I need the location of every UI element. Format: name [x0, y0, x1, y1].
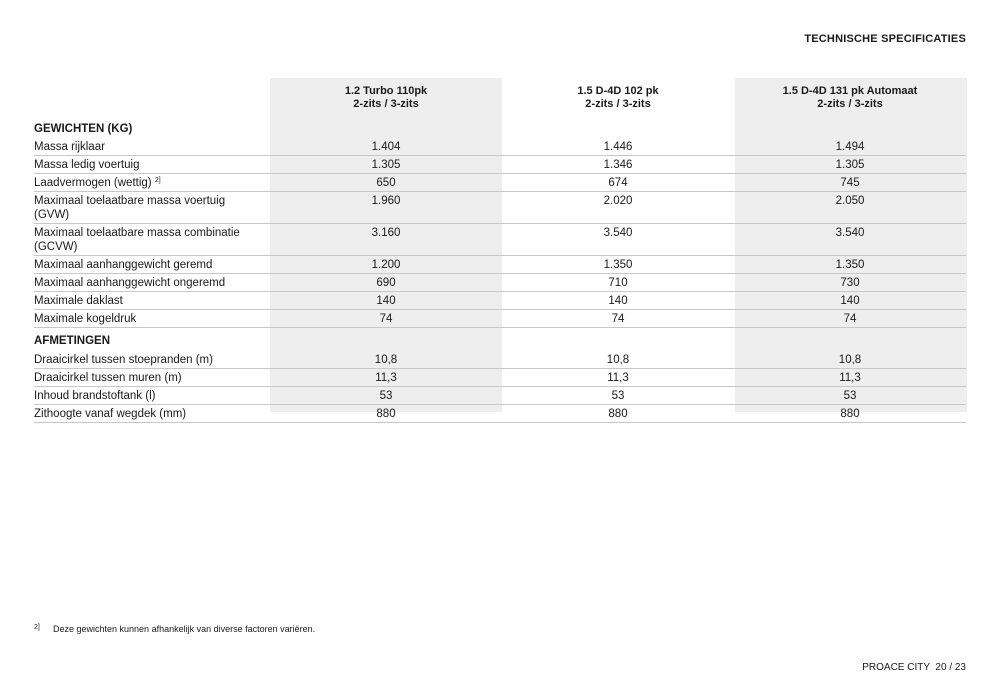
- table-row: [34, 156, 966, 174]
- page-footer: PROACE CITY 20 / 23: [862, 662, 966, 673]
- cell-value: 1.494: [835, 141, 865, 153]
- spec-table: [34, 78, 966, 423]
- column-header: 1.5 D-4D 131 pk Automaat 2-zits / 3-zits: [782, 85, 918, 110]
- page-title: TECHNISCHE SPECIFICATIES: [804, 33, 966, 45]
- row-label: Massa ledig voertuig: [34, 159, 140, 171]
- row-label: Maximale daklast: [34, 295, 123, 307]
- row-label: Maximaal toelaatbare massa voertuig (GVW): [34, 195, 226, 221]
- row-label: Maximaal toelaatbare massa combinatie (GCVW): [34, 227, 240, 253]
- cell-value: 650: [376, 177, 396, 189]
- row-label: Laadvermogen (wettig) $^{2]}$: [34, 177, 161, 189]
- cell-value: 1.305: [835, 159, 865, 171]
- cell-value: 10,8: [606, 354, 630, 366]
- row-label: Maximale kogeldruk: [34, 313, 137, 325]
- table-row: [34, 369, 966, 387]
- cell-value: 880: [840, 408, 860, 420]
- table-row: [34, 351, 966, 369]
- row-label: Zithoogte vanaf wegdek (mm): [34, 408, 187, 420]
- cell-value: 730: [840, 277, 860, 289]
- section-heading: [34, 328, 966, 351]
- row-label: Draaicirkel tussen muren (m): [34, 372, 182, 384]
- cell-value: 880: [376, 408, 396, 420]
- section-heading: [34, 120, 966, 138]
- cell-value: 745: [840, 177, 860, 189]
- cell-value: 3.540: [835, 227, 865, 239]
- section-title: AFMETINGEN: [34, 335, 111, 347]
- cell-value: 710: [608, 277, 628, 289]
- cell-value: 3.540: [603, 227, 633, 239]
- row-label: Inhoud brandstoftank (l): [34, 390, 156, 402]
- cell-value: 74: [843, 313, 857, 325]
- table-row: [34, 310, 966, 328]
- cell-value: 53: [843, 390, 857, 402]
- cell-value: 74: [379, 313, 393, 325]
- row-label: Maximaal aanhanggewicht ongeremd: [34, 277, 226, 289]
- footnote: [34, 624, 315, 634]
- footnote-text: Deze gewichten kunnen afhankelijk van diverse factoren variëren.: [53, 624, 316, 634]
- footnote-reference: 2]: [154, 177, 161, 184]
- cell-value: 880: [608, 408, 628, 420]
- column-header: 1.2 Turbo 110pk 2-zits / 3-zits: [344, 85, 428, 110]
- table-row: [34, 274, 966, 292]
- cell-value: 1.350: [603, 259, 633, 271]
- cell-value: 140: [376, 295, 396, 307]
- cell-value: 10,8: [838, 354, 862, 366]
- row-label: Draaicirkel tussen stoepranden (m): [34, 354, 213, 366]
- cell-value: 1.960: [371, 195, 401, 207]
- table-row: [34, 174, 966, 192]
- table-row: [34, 192, 966, 224]
- table-row: [34, 387, 966, 405]
- cell-value: 11,3: [607, 372, 629, 384]
- cell-value: 674: [608, 177, 628, 189]
- cell-value: 1.346: [603, 159, 633, 171]
- column-header: 1.5 D-4D 102 pk 2-zits / 3-zits: [577, 85, 659, 110]
- cell-value: 10,8: [374, 354, 398, 366]
- footnote-mark: 2]: [34, 624, 40, 631]
- section-title: GEWICHTEN (KG): [34, 123, 133, 135]
- cell-value: 2.020: [603, 195, 633, 207]
- cell-value: 690: [376, 277, 396, 289]
- cell-value: 140: [840, 295, 860, 307]
- cell-value: 11,3: [375, 372, 397, 384]
- cell-value: 74: [611, 313, 625, 325]
- cell-value: 140: [608, 295, 628, 307]
- cell-value: 1.350: [835, 259, 865, 271]
- cell-value: 53: [379, 390, 393, 402]
- table-header: [34, 78, 966, 120]
- table-row: [34, 292, 966, 310]
- cell-value: 53: [611, 390, 625, 402]
- table-row: [34, 224, 966, 256]
- cell-value: 1.305: [371, 159, 401, 171]
- cell-value: 1.200: [371, 259, 401, 271]
- table-body: [34, 120, 966, 423]
- cell-value: 3.160: [371, 227, 401, 239]
- cell-value: 1.446: [603, 141, 633, 153]
- cell-value: 2.050: [835, 195, 865, 207]
- cell-value: 1.404: [371, 141, 401, 153]
- row-label: Massa rijklaar: [34, 141, 105, 153]
- row-label: Maximaal aanhanggewicht geremd: [34, 259, 213, 271]
- cell-value: 11,3: [839, 372, 861, 384]
- table-row: [34, 256, 966, 274]
- table-row: [34, 405, 966, 423]
- table-row: [34, 138, 966, 156]
